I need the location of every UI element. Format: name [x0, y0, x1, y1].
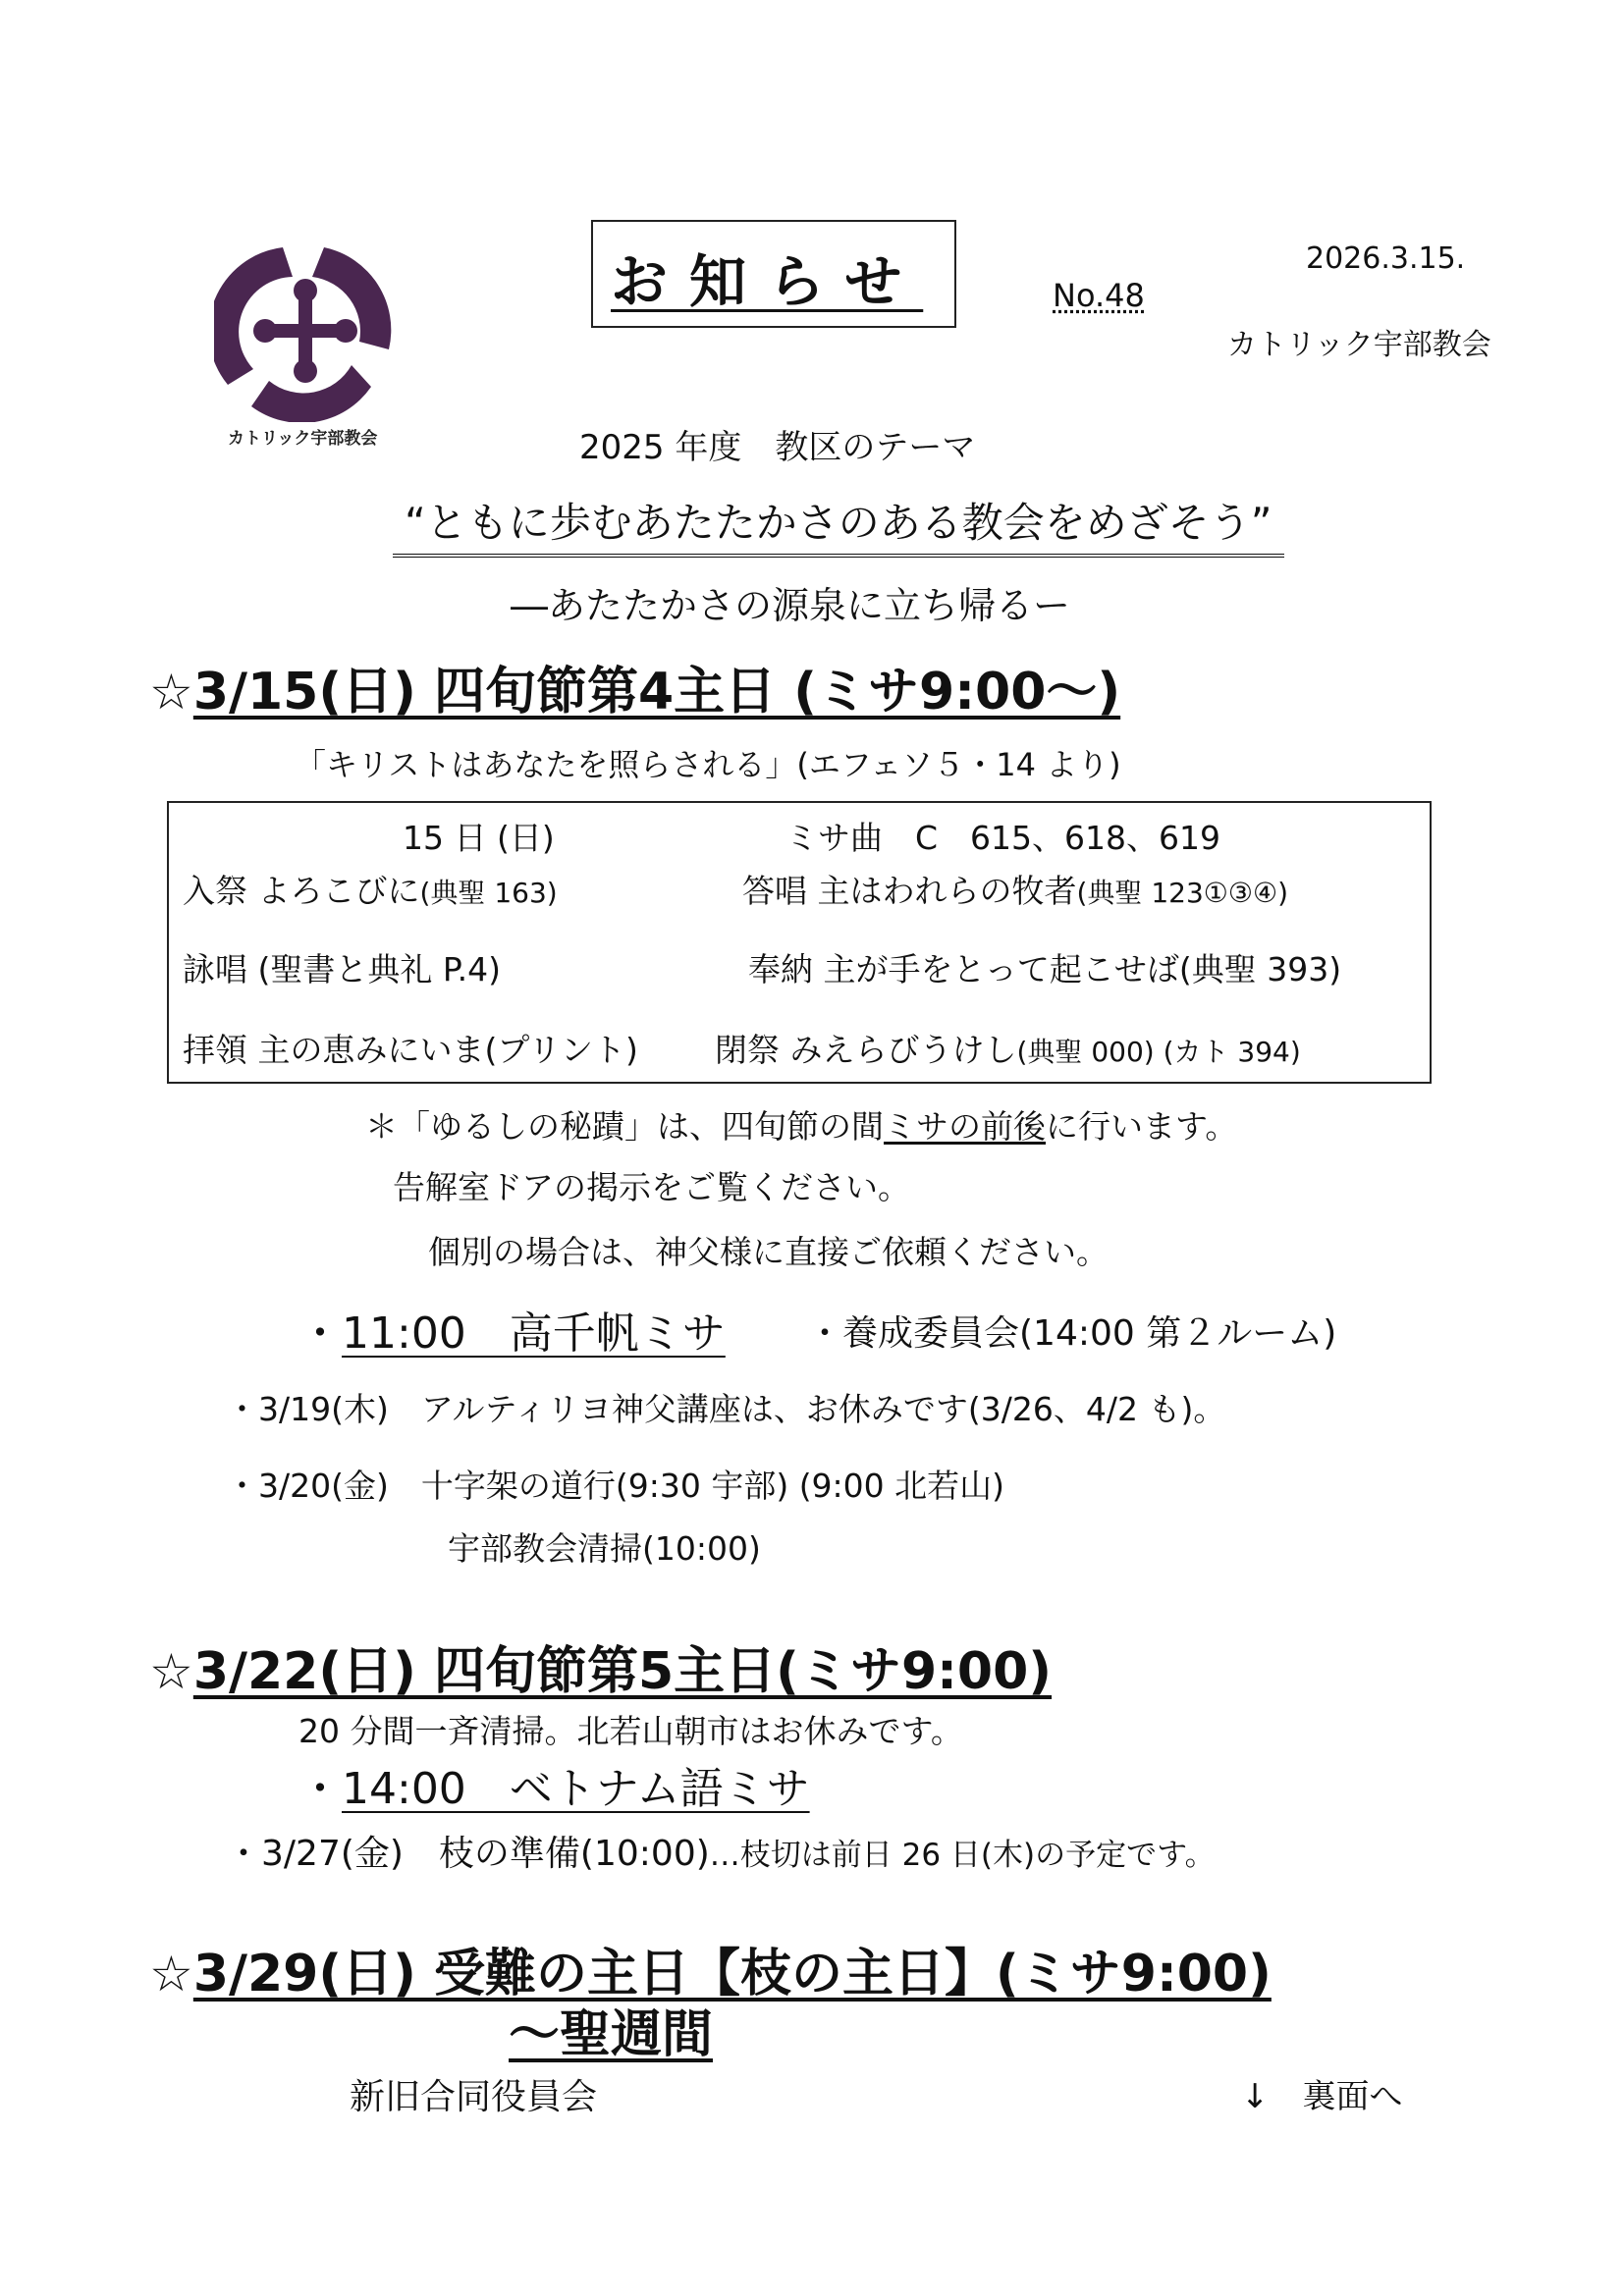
- response-label: 答唱 主はわれらの牧者: [742, 872, 1077, 910]
- section3-title2: 〜聖週間: [509, 2005, 714, 2064]
- section2-line1: 20 分間一斉清掃。北若山朝市はお休みです。: [298, 1712, 963, 1750]
- bullet: ・: [298, 1764, 342, 1814]
- entrance-label: 入祭 よろこびに: [183, 872, 420, 910]
- section1-title: 3/15(日) 四旬節第4主日 (ミサ9:00〜): [192, 663, 1121, 721]
- theme-main: “ともに歩むあたたかさのある教会をめざそう”: [393, 491, 1284, 558]
- offertory-ref: (典聖 393): [1178, 950, 1342, 988]
- event-vietnamese-mass: [298, 1753, 810, 1816]
- box-offertory: [748, 944, 1341, 990]
- communion-ref: (プリント): [484, 1031, 638, 1069]
- palm-prep-text: ・3/27(金) 枝の準備(10:00): [226, 1834, 710, 1874]
- box-response: [742, 866, 1288, 912]
- page-title: お知らせ: [611, 248, 924, 315]
- confession-note: [365, 1101, 1237, 1148]
- box-songs: ミサ曲 C 615、618、619: [785, 819, 1221, 857]
- star-icon: ☆: [149, 1643, 193, 1700]
- box-closing: [715, 1025, 1301, 1071]
- logo-caption: カトリック宇部教会: [228, 429, 378, 449]
- star-icon: ☆: [149, 664, 193, 721]
- issue-date: 2026.3.15.: [1306, 241, 1466, 276]
- star-icon: ☆: [149, 1946, 193, 2002]
- box-communion: [183, 1025, 638, 1071]
- confession-note-c: に行います。: [1046, 1107, 1238, 1146]
- page-turn-note: ↓ 裏面へ: [1241, 2077, 1403, 2116]
- theme-label: 2025 年度 教区のテーマ: [579, 428, 976, 467]
- event-formation-committee: ・養成委員会(14:00 第２ルーム): [807, 1313, 1337, 1354]
- section3-line1: 新旧合同役員会: [350, 2077, 598, 2117]
- event-takachiho-text: 11:00 高千帆ミサ: [342, 1308, 726, 1359]
- theme-sub: ―あたたかさの源泉に立ち帰るー: [511, 584, 1071, 627]
- confession-note-3: 個別の場合は、神父様に直接ご依頼ください。: [428, 1233, 1109, 1271]
- section2-heading: [149, 1629, 1052, 1703]
- mass-songs-box: [167, 801, 1432, 1084]
- event-lecture: ・3/19(木) アルティリヨ神父講座は、お休みです(3/26、4/2 も)。: [226, 1390, 1226, 1428]
- church-logo: [214, 240, 397, 422]
- event-stations: ・3/20(金) 十字架の道行(9:30 宇部) (9:00 北若山): [226, 1467, 1005, 1505]
- confession-note-b: ミサの前後: [884, 1107, 1046, 1146]
- palm-prep-note: …枝切は前日 26 日(木)の予定です。: [709, 1838, 1216, 1873]
- communion-label: 拝領 主の恵みにいま: [183, 1031, 485, 1069]
- box-date: 15 日 (日): [403, 819, 555, 857]
- section1-heading: [149, 650, 1120, 723]
- response-ref: (典聖 123①③④): [1076, 877, 1288, 909]
- entrance-ref: (典聖 163): [419, 877, 558, 909]
- bullet: ・: [298, 1308, 342, 1359]
- section2-title: 3/22(日) 四旬節第5主日(ミサ9:00): [192, 1642, 1053, 1701]
- issue-number: No.48: [1053, 277, 1145, 314]
- confession-note-2: 告解室ドアの掲示をご覧ください。: [393, 1168, 911, 1206]
- event-cleaning: 宇部教会清掃(10:00): [448, 1529, 761, 1568]
- confession-note-a: ＊「ゆるしの秘蹟」は、四旬節の間: [365, 1107, 884, 1146]
- section1-gospel: 「キリストはあなたを照らされる」(エフェソ５・14 より): [295, 746, 1121, 783]
- offertory-label: 奉納 主が手をとって起こせば: [748, 950, 1179, 988]
- title-box: [591, 220, 956, 328]
- event-vietnamese-text: 14:00 ベトナム語ミサ: [342, 1764, 810, 1814]
- closing-label: 閉祭 みえらびうけし: [715, 1031, 1017, 1069]
- event-palm-prep: [226, 1826, 1216, 1876]
- closing-ref: (典聖 000) (カト 394): [1016, 1036, 1301, 1068]
- church-logo-icon: [214, 240, 397, 422]
- section3-title: 3/29(日) 受難の主日【枝の主日】(ミサ9:00): [192, 1945, 1272, 2003]
- box-acclamation: 詠唱 (聖書と典礼 P.4): [183, 950, 501, 988]
- church-name: カトリック宇部教会: [1227, 328, 1491, 362]
- box-entrance: [183, 866, 558, 912]
- event-takachiho-mass: [298, 1298, 726, 1361]
